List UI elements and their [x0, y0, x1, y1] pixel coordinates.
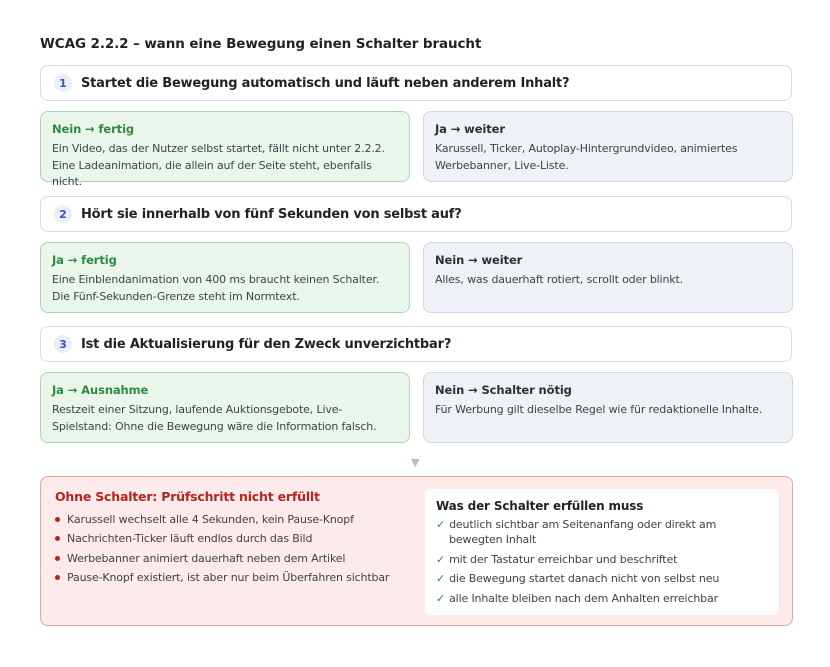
answer-heading: Ja → fertig: [52, 253, 117, 267]
answer-text: Karussell, Ticker, Autoplay-Hintergrundvideo, animiertes Werbebanner, Live-Liste.: [435, 142, 738, 172]
question-text: Hört sie innerhalb von fünf Sekunden von selbst auf?: [81, 206, 462, 222]
answer-text: Alles, was dauerhaft rotiert, scrollt oder blinkt.: [435, 273, 684, 286]
list-item: [436, 517, 768, 547]
result-box: [40, 476, 793, 626]
answer-heading: Ja → weiter: [435, 122, 505, 136]
fail-list: [55, 510, 389, 587]
answer-text: Eine Einblendanimation von 400 ms braucht keinen Schalter. Die Fünf-Sekunden-Grenze steht im Normtext.: [52, 273, 380, 303]
list-item-text: Karussell wechselt alle 4 Sekunden, kein Pause-Knopf: [67, 513, 354, 526]
list-item: [436, 552, 768, 567]
requirements-list: [436, 517, 768, 606]
requirements-title: Was der Schalter erfüllen muss: [436, 499, 644, 513]
page-title: WCAG 2.2.2 – wann eine Bewegung einen Schalter braucht: [40, 36, 482, 52]
answer-2-left: [40, 242, 410, 313]
answer-text: Für Werbung gilt dieselbe Regel wie für redaktionelle Inhalte.: [435, 403, 763, 416]
bullet-icon: [55, 517, 60, 522]
answer-heading: Nein → weiter: [435, 253, 523, 267]
list-item-text: Nachrichten-Ticker läuft endlos durch das Bild: [67, 532, 313, 546]
answer-heading: Nein → Schalter nötig: [435, 383, 572, 397]
answer-heading: Nein → fertig: [52, 122, 135, 136]
list-item: [55, 529, 389, 548]
answer-3-left: [40, 372, 410, 443]
check-icon: ✓: [436, 591, 446, 605]
question-text: Ist die Aktualisierung für den Zweck unverzichtbar?: [81, 336, 452, 352]
list-item-text: mit der Tastatur erreichbar und beschriftet: [449, 552, 678, 566]
answer-text: Restzeit einer Sitzung, laufende Auktionsgebote, Live-Spielstand: Ohne die Bewegung wäre die Information falsch.: [52, 403, 377, 433]
list-item-text: Werbebanner animiert dauerhaft neben dem Artikel: [67, 551, 346, 565]
step-number-badge: 3: [54, 335, 72, 353]
question-3: [40, 326, 792, 362]
answer-1-left: [40, 111, 410, 188]
list-item: [55, 510, 389, 529]
requirements-box: [425, 489, 779, 615]
bullet-icon: [55, 556, 60, 561]
fail-title: Ohne Schalter: Prüfschritt nicht erfüllt: [55, 489, 320, 504]
question-1: [40, 65, 792, 101]
question-text: Startet die Bewegung automatisch und läuft neben anderem Inhalt?: [81, 75, 570, 91]
list-item: [55, 549, 389, 568]
answer-1-right: [423, 111, 793, 182]
list-item: [436, 591, 768, 606]
list-item-text: deutlich sichtbar am Seitenanfang oder direkt am bewegten Inhalt: [449, 518, 717, 546]
check-icon: ✓: [436, 552, 446, 566]
list-item: [436, 571, 768, 586]
list-item-text: Pause-Knopf existiert, ist aber nur beim Überfahren sichtbar: [67, 570, 390, 584]
answer-heading: Ja → Ausnahme: [52, 383, 149, 397]
question-2: [40, 196, 792, 232]
bullet-icon: [55, 575, 60, 580]
check-icon: ✓: [436, 572, 446, 585]
list-item-text: alle Inhalte bleiben nach dem Anhalten erreichbar: [449, 591, 718, 605]
step-number-badge: 1: [54, 74, 72, 92]
answer-text: Ein Video, das der Nutzer selbst startet, fällt nicht unter 2.2.2. Eine Ladeanimation, die allein auf der Seite steht, ebenfalls nicht.: [52, 142, 385, 188]
bullet-icon: [55, 536, 60, 541]
list-item: [55, 568, 389, 587]
list-item-text: die Bewegung startet danach nicht von selbst neu: [449, 572, 720, 585]
arrow-down-icon: ▼: [411, 456, 420, 469]
check-icon: ✓: [436, 518, 446, 531]
answer-3-right: [423, 372, 793, 443]
step-number-badge: 2: [54, 205, 72, 223]
answer-2-right: [423, 242, 793, 313]
